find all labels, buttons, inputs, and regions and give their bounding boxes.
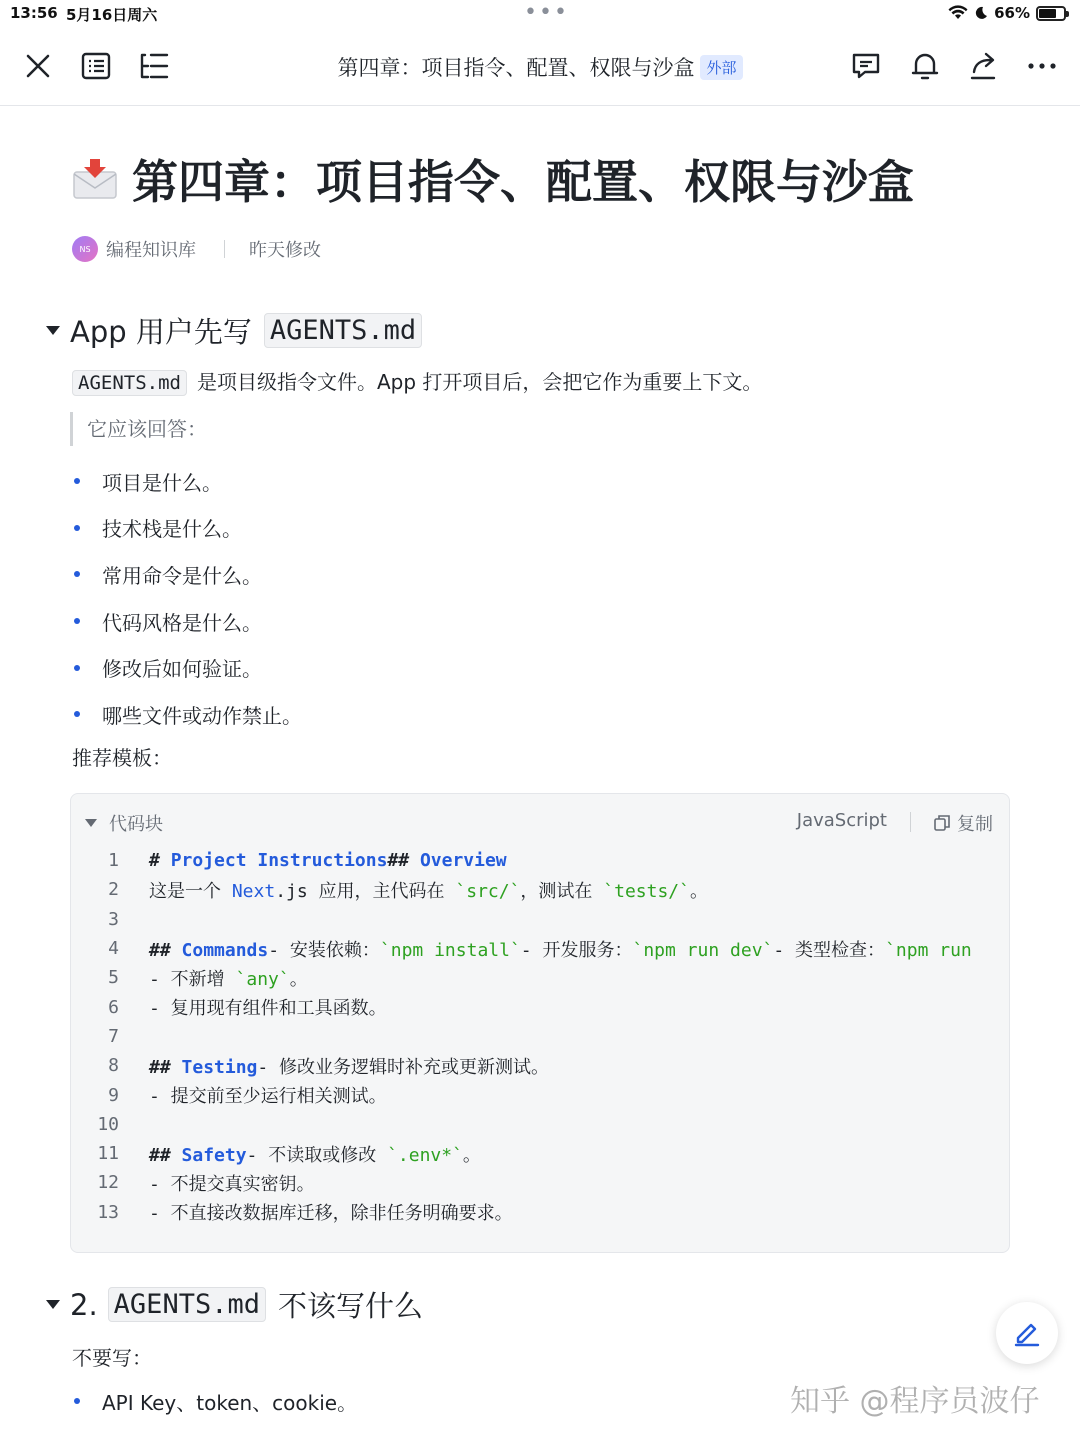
comment-icon bbox=[851, 51, 881, 81]
page-title-text: 第四章：项目指令、配置、权限与沙盒 bbox=[132, 155, 914, 209]
list-item-text: 项目是什么。 bbox=[102, 470, 222, 495]
status-date: 5月16日周六 bbox=[66, 6, 158, 24]
code-token: 。 bbox=[689, 880, 708, 902]
code-line-text bbox=[149, 850, 507, 871]
code-token: - 开发服务： bbox=[520, 939, 633, 961]
code-token: Testing bbox=[181, 1056, 258, 1078]
meta-divider bbox=[224, 240, 225, 258]
code-token: - 不直接改数据库迁移，除非任务明确要求。 bbox=[149, 1203, 513, 1225]
code-token: ## bbox=[149, 1056, 182, 1078]
code-line bbox=[71, 992, 1009, 1021]
list-item bbox=[74, 551, 302, 598]
battery-icon bbox=[1036, 6, 1066, 21]
code-token: Next bbox=[231, 880, 276, 902]
code-line bbox=[71, 1110, 1009, 1139]
template-label: 推荐模板： bbox=[72, 746, 172, 770]
list-item bbox=[74, 505, 302, 552]
code-line-text bbox=[149, 965, 308, 991]
bullet-dot bbox=[74, 1398, 80, 1404]
line-number: 9 bbox=[108, 1084, 119, 1106]
bullet-dot bbox=[74, 618, 80, 624]
code-token: `src/` bbox=[455, 880, 521, 902]
code-line-text bbox=[149, 1199, 513, 1225]
code-line bbox=[71, 1051, 1009, 1080]
modified-time: 昨天修改 bbox=[249, 240, 321, 261]
code-token: ## bbox=[149, 1144, 182, 1166]
bullet-list bbox=[74, 1378, 357, 1425]
intro-paragraph bbox=[72, 366, 762, 395]
copy-icon bbox=[933, 814, 951, 832]
copy-label: 复制 bbox=[957, 814, 993, 835]
heading-text: App 用户先写 bbox=[70, 315, 252, 349]
language-selector[interactable]: JavaScript bbox=[796, 810, 887, 831]
bullet-dot bbox=[74, 525, 80, 531]
bell-icon bbox=[911, 51, 939, 81]
line-number: 4 bbox=[108, 938, 119, 960]
code-token: `.env*` bbox=[387, 1144, 463, 1166]
code-line-text bbox=[149, 1170, 315, 1196]
code-token: ，测试在 bbox=[520, 880, 604, 902]
blockquote: 它应该回答： bbox=[70, 412, 207, 446]
section2-intro: 不要写： bbox=[72, 1346, 152, 1370]
page-title bbox=[72, 146, 914, 212]
incoming-envelope-icon bbox=[72, 156, 118, 202]
heading-inline-code: AGENTS.md bbox=[264, 313, 422, 348]
status-time: 13:56 bbox=[10, 4, 58, 22]
code-token: - 类型检查： bbox=[773, 939, 886, 961]
code-line-text bbox=[149, 877, 708, 903]
code-token: 。 bbox=[289, 968, 308, 990]
edit-button[interactable] bbox=[996, 1302, 1058, 1364]
list-item bbox=[74, 1378, 357, 1425]
heading-inline-code: AGENTS.md bbox=[108, 1287, 266, 1322]
code-line bbox=[71, 1139, 1009, 1168]
list-item bbox=[74, 458, 302, 505]
bullet-dot bbox=[74, 711, 80, 717]
more-button[interactable] bbox=[1022, 44, 1062, 88]
list-item bbox=[74, 598, 302, 645]
collapse-triangle-icon[interactable] bbox=[46, 326, 60, 335]
code-line bbox=[71, 1022, 1009, 1051]
list-item bbox=[74, 691, 302, 738]
code-token: - 安装依赖： bbox=[268, 939, 380, 961]
collapse-triangle-icon[interactable] bbox=[46, 1300, 60, 1309]
code-token: - 提交前至少运行相关测试。 bbox=[149, 1086, 387, 1108]
inline-code: AGENTS.md bbox=[72, 370, 187, 396]
code-line-text bbox=[149, 1053, 549, 1079]
section-heading-2[interactable] bbox=[46, 1284, 423, 1325]
line-number: 3 bbox=[108, 908, 119, 930]
doc-meta bbox=[72, 236, 321, 262]
line-number: 13 bbox=[97, 1201, 119, 1223]
code-token: - 修改业务逻辑时补充或更新测试。 bbox=[257, 1056, 550, 1078]
line-number: 10 bbox=[97, 1113, 119, 1135]
code-line bbox=[71, 875, 1009, 904]
toolbar-title-text: 第四章：项目指令、配置、权限与沙盒 bbox=[337, 56, 695, 80]
list-item-text: 修改后如何验证。 bbox=[102, 657, 262, 682]
code-token: ## bbox=[149, 939, 182, 961]
code-line-text bbox=[149, 1082, 387, 1108]
code-line-text bbox=[149, 994, 387, 1020]
external-badge: 外部 bbox=[700, 55, 742, 80]
code-line bbox=[71, 1168, 1009, 1197]
watermark: 知乎 @程序员波仔 bbox=[790, 1384, 1040, 1419]
code-line bbox=[71, 934, 1009, 963]
list-item-text: API Key、token、cookie。 bbox=[102, 1390, 358, 1415]
code-token: Project Instructions bbox=[170, 850, 388, 872]
moon-icon bbox=[974, 6, 988, 20]
code-token: Commands bbox=[181, 939, 269, 961]
avatar[interactable]: NS bbox=[72, 236, 98, 262]
code-block-toggle[interactable] bbox=[85, 810, 163, 836]
collapse-triangle-icon[interactable] bbox=[85, 819, 97, 827]
line-number: 5 bbox=[108, 967, 119, 989]
code-block-label: 代码块 bbox=[109, 814, 163, 835]
list-item-text: 代码风格是什么。 bbox=[102, 610, 262, 635]
list-item-text: 常用命令是什么。 bbox=[102, 563, 262, 588]
share-button[interactable] bbox=[964, 44, 1004, 88]
code-lines bbox=[71, 846, 1009, 1227]
code-line bbox=[71, 1198, 1009, 1227]
code-token: 这是一个 bbox=[149, 880, 232, 902]
comments-button[interactable] bbox=[846, 44, 886, 88]
code-line-text bbox=[149, 936, 972, 962]
code-line bbox=[71, 846, 1009, 875]
intro-text: 是项目级指令文件。App 打开项目后，会把它作为重要上下文。 bbox=[196, 370, 763, 394]
code-block bbox=[70, 793, 1010, 1253]
more-icon bbox=[1027, 62, 1057, 70]
status-right bbox=[948, 4, 1066, 22]
code-token: - 不新增 bbox=[149, 968, 236, 990]
code-token: # bbox=[149, 850, 171, 872]
multitask-dots[interactable]: ••• bbox=[524, 0, 569, 25]
space-name[interactable]: 编程知识库 bbox=[106, 240, 196, 261]
share-icon bbox=[969, 51, 999, 81]
bullet-list bbox=[74, 458, 302, 738]
list-item-text: 技术栈是什么。 bbox=[102, 517, 242, 542]
status-bar bbox=[0, 0, 1080, 28]
bullet-dot bbox=[74, 478, 80, 484]
code-token: Overview bbox=[419, 850, 507, 872]
code-token: `npm run dev` bbox=[632, 939, 774, 961]
battery-percent: 66% bbox=[994, 4, 1030, 22]
section-heading-1[interactable] bbox=[46, 310, 422, 351]
code-token: - 复用现有组件和工具函数。 bbox=[149, 998, 387, 1020]
line-number: 8 bbox=[108, 1055, 119, 1077]
code-line bbox=[71, 905, 1009, 934]
code-token: 。 bbox=[462, 1144, 481, 1166]
code-block-header bbox=[71, 810, 1009, 836]
code-line bbox=[71, 963, 1009, 992]
bullet-dot bbox=[74, 665, 80, 671]
line-number: 6 bbox=[108, 996, 119, 1018]
wifi-icon bbox=[948, 5, 968, 21]
code-token: `any` bbox=[235, 968, 290, 990]
code-token: Safety bbox=[181, 1144, 247, 1166]
notifications-button[interactable] bbox=[905, 44, 945, 88]
line-number: 12 bbox=[97, 1172, 119, 1194]
code-token: `npm run bbox=[885, 939, 972, 961]
code-token: .js 应用，主代码在 bbox=[275, 880, 456, 902]
list-item-text: 哪些文件或动作禁止。 bbox=[102, 703, 302, 728]
line-number: 2 bbox=[108, 879, 119, 901]
heading-number: 2. bbox=[70, 1287, 98, 1322]
line-number: 1 bbox=[108, 850, 119, 872]
code-token: `tests/` bbox=[603, 880, 690, 902]
line-number: 7 bbox=[108, 1025, 119, 1047]
pencil-icon bbox=[1012, 1318, 1042, 1348]
code-token: - 不提交真实密钥。 bbox=[149, 1173, 315, 1195]
code-token: ## bbox=[387, 850, 420, 872]
list-item bbox=[74, 644, 302, 691]
code-line bbox=[71, 1080, 1009, 1109]
header-divider bbox=[910, 812, 911, 832]
bullet-dot bbox=[74, 571, 80, 577]
copy-button[interactable] bbox=[933, 810, 993, 836]
code-line-text bbox=[149, 1141, 481, 1167]
doc-toolbar bbox=[0, 28, 1080, 106]
heading-text: 不该写什么 bbox=[277, 1289, 423, 1323]
code-token: `npm install` bbox=[379, 939, 521, 961]
line-number: 11 bbox=[97, 1143, 119, 1165]
code-token: - 不读取或修改 bbox=[246, 1144, 388, 1166]
